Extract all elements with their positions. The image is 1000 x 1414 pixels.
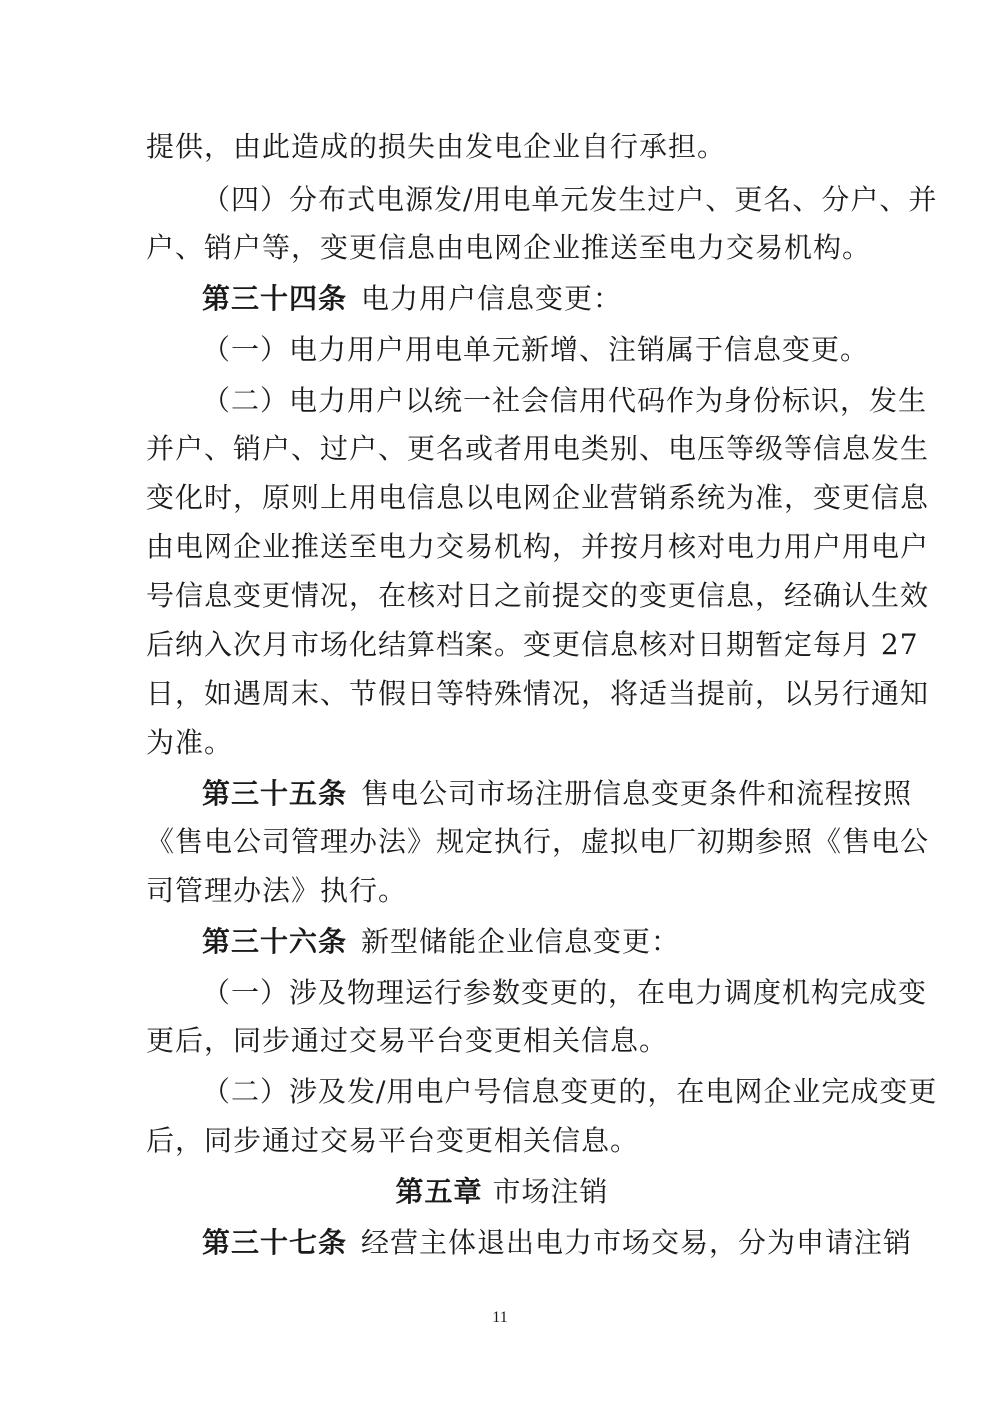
text-line: （一）电力用户用电单元新增、注销属于信息变更。 <box>202 333 870 366</box>
text-line: 变化时，原则上用电信息以电网企业营销系统为准，变更信息 <box>146 481 930 514</box>
chapter-heading <box>146 1172 858 1212</box>
page-number: 11 <box>492 1309 508 1326</box>
article-text: 电力用户信息变更： <box>361 282 623 315</box>
article-text: 售电公司市场注册信息变更条件和流程按照 <box>361 777 913 810</box>
text-line: 《售电公司管理办法》规定执行，虚拟电厂初期参照《售电公 <box>146 825 930 858</box>
text-line: 提供，由此造成的损失由发电企业自行承担。 <box>146 130 727 163</box>
article-37 <box>146 1223 913 1263</box>
article-36 <box>146 922 858 962</box>
text-line: （四）分布式电源发/用电单元发生过户、更名、分户、并 <box>202 183 938 216</box>
article-text: 经营主体退出电力市场交易，分为申请注销 <box>361 1226 913 1259</box>
article-heading: 第三十七条 <box>202 1226 348 1259</box>
text-line: 号信息变更情况，在核对日之前提交的变更信息，经确认生效 <box>146 579 930 612</box>
article-heading: 第三十五条 <box>202 777 348 810</box>
article-text: 新型储能企业信息变更： <box>361 925 681 958</box>
article-heading: 第三十六条 <box>202 925 348 958</box>
text-line: 由电网企业推送至电力交易机构，并按月核对电力用户用电户 <box>146 530 930 563</box>
text-line: 司管理办法》执行。 <box>146 874 408 907</box>
chapter-number: 第五章 <box>395 1175 483 1208</box>
text-line: （一）涉及物理运行参数变更的，在电力调度机构完成变 <box>202 976 928 1009</box>
article-heading: 第三十四条 <box>202 282 348 315</box>
text-line: 户、销户等，变更信息由电网企业推送至电力交易机构。 <box>146 231 872 264</box>
article-34 <box>146 279 858 319</box>
chapter-title: 市场注销 <box>492 1175 609 1208</box>
text-line: 并户、销户、过户、更名或者用电类别、电压等级等信息发生 <box>146 432 930 465</box>
text-line: 为准。 <box>146 726 234 759</box>
article-35 <box>146 774 913 814</box>
text-line: 后，同步通过交易平台变更相关信息。 <box>146 1124 640 1157</box>
text-line: 更后，同步通过交易平台变更相关信息。 <box>146 1024 669 1057</box>
text-line: （二）电力用户以统一社会信用代码作为身份标识，发生 <box>202 384 928 417</box>
text-line: （二）涉及发/用电户号信息变更的，在电网企业完成变更 <box>202 1075 938 1108</box>
text-line: 日，如遇周末、节假日等特殊情况，将适当提前，以另行通知 <box>146 677 930 710</box>
text-line: 后纳入次月市场化结算档案。变更信息核对日期暂定每月 27 <box>146 628 919 661</box>
